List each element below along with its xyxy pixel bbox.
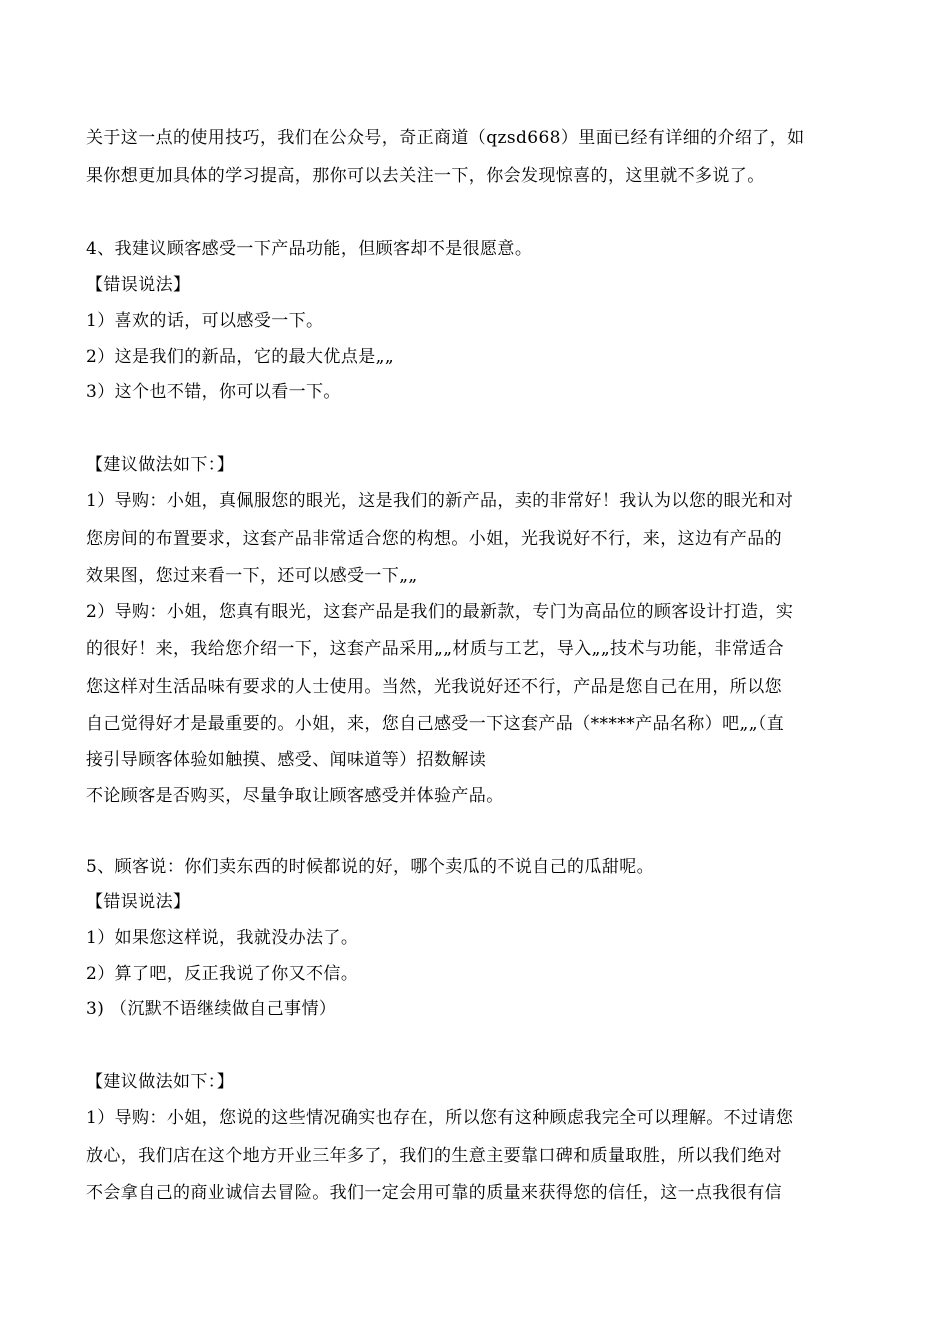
subheading: 【错误说法】: [86, 892, 191, 912]
text-line: 放心，我们店在这个地方开业三年多了，我们的生意主要靠口碑和质量取胜，所以我们绝对: [86, 1146, 782, 1166]
text-line: 1）如果您这样说，我就没办法了。: [86, 928, 359, 948]
text-line: 3）这个也不错，你可以看一下。: [86, 382, 341, 402]
text-line: 不会拿自己的商业诚信去冒险。我们一定会用可靠的质量来获得您的信任，这一点我很有信: [86, 1183, 782, 1203]
text-line: 3) （沉默不语继续做自己事情）: [86, 999, 337, 1019]
text-line: 自己觉得好才是最重要的。小姐，来，您自己感受一下这套产品（*****产品名称）吧„„（直: [86, 714, 785, 734]
text-line: 果你想更加具体的学习提高，那你可以去关注一下，你会发现惊喜的，这里就不多说了。: [86, 166, 765, 186]
subheading: 【错误说法】: [86, 275, 191, 295]
text-line: 效果图，您过来看一下，还可以感受一下„„: [86, 566, 418, 586]
text-line: 您房间的布置要求，这套产品非常适合您的构想。小姐，光我说好不行，来，这边有产品的: [86, 529, 782, 549]
text-line: 关于这一点的使用技巧，我们在公众号，奇正商道（qzsd668）里面已经有详细的介绍了，如: [86, 128, 805, 148]
text-line: 1）导购：小姐，真佩服您的眼光，这是我们的新产品，卖的非常好！我认为以您的眼光和对: [86, 491, 794, 511]
section-heading: 5、顾客说：你们卖东西的时候都说的好，哪个卖瓜的不说自己的瓜甜呢。: [86, 857, 655, 877]
text-line: 的很好！来，我给您介绍一下，这套产品采用„„材质与工艺，导入„„技术与功能，非常适合: [86, 639, 785, 659]
subheading: 【建议做法如下：】: [86, 1072, 235, 1092]
text-line: 2）导购：小姐，您真有眼光，这套产品是我们的最新款，专门为高品位的顾客设计打造，实: [86, 602, 794, 622]
text-line: 您这样对生活品味有要求的人士使用。当然，光我说好还不行，产品是您自己在用，所以您: [86, 677, 782, 697]
subheading: 【建议做法如下：】: [86, 455, 235, 475]
text-line: 1）喜欢的话，可以感受一下。: [86, 311, 324, 331]
text-line: 2）这是我们的新品，它的最大优点是„„: [86, 347, 395, 367]
text-line: 不论顾客是否购买，尽量争取让顾客感受并体验产品。: [86, 786, 504, 806]
text-line: 1）导购：小姐，您说的这些情况确实也存在，所以您有这种顾虑我完全可以理解。不过请您: [86, 1108, 794, 1128]
section-heading: 4、我建议顾客感受一下产品功能，但顾客却不是很愿意。: [86, 239, 533, 259]
text-line: 接引导顾客体验如触摸、感受、闻味道等）招数解读: [86, 750, 487, 770]
text-line: 2）算了吧，反正我说了你又不信。: [86, 964, 359, 984]
